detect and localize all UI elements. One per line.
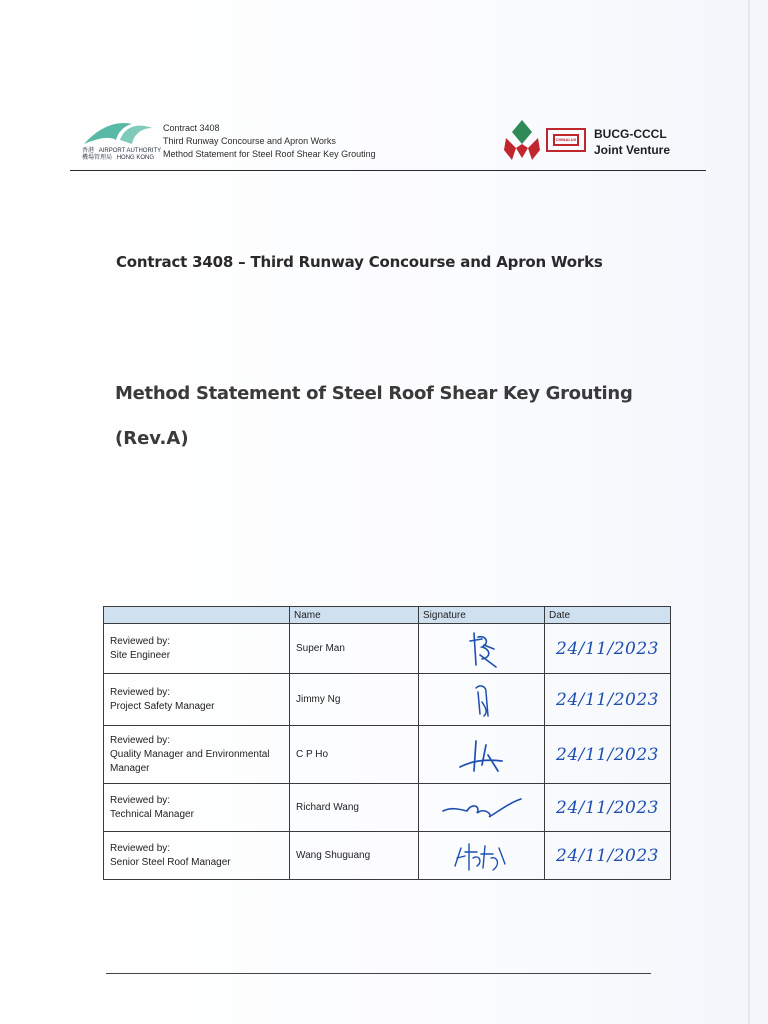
cccl-logo-icon: CHINALUX (546, 128, 586, 152)
signature-image (447, 836, 517, 876)
table-row (104, 624, 671, 674)
date-cell (545, 726, 671, 784)
name-cell: Richard Wang (290, 784, 419, 832)
header-line: Third Runway Concourse and Apron Works (163, 136, 336, 146)
header-name: Name (290, 607, 419, 624)
date-cell (545, 674, 671, 726)
signature-cell (419, 674, 545, 726)
header-signature: Signature (419, 607, 545, 624)
name-cell: C P Ho (290, 726, 419, 784)
handwritten-date: 24/11/2023 (556, 638, 659, 659)
signature-cell (419, 624, 545, 674)
handwritten-date: 24/11/2023 (556, 689, 659, 710)
airport-authority-wordmark: 香港 AIRPORT AUTHORITY 機場管理局 HONG KONG (82, 148, 162, 161)
handwritten-date: 24/11/2023 (556, 845, 659, 866)
header-role (104, 607, 290, 624)
role-cell: Reviewed by: Senior Steel Roof Manager (104, 832, 290, 880)
role-cell: Reviewed by: Technical Manager (104, 784, 290, 832)
document-revision: (Rev.A) (115, 428, 189, 449)
signature-cell (419, 726, 545, 784)
bucg-logo-icon (502, 118, 542, 162)
page-edge (748, 0, 750, 1024)
header-line: Method Statement for Steel Roof Shear Key Grouting (163, 149, 376, 159)
date-cell (545, 832, 671, 880)
role-cell: Reviewed by: Project Safety Manager (104, 674, 290, 726)
header-date: Date (545, 607, 671, 624)
signature-cell (419, 832, 545, 880)
table-header-row (104, 607, 671, 624)
handwritten-date: 24/11/2023 (556, 744, 659, 765)
role-cell: Reviewed by: Site Engineer (104, 624, 290, 674)
role-cell: Reviewed by: Quality Manager and Environmental Manager (104, 726, 290, 784)
signature-cell (419, 784, 545, 832)
header-line: Contract 3408 (163, 123, 220, 133)
document-title: Method Statement of Steel Roof Shear Key Grouting (115, 383, 633, 404)
signature-image (462, 678, 502, 722)
header-contract-lines (163, 122, 376, 161)
table-row (104, 726, 671, 784)
date-cell (545, 624, 671, 674)
footer-divider (106, 973, 651, 974)
table-row (104, 674, 671, 726)
header-divider (70, 170, 706, 171)
table-row (104, 832, 671, 880)
name-cell: Wang Shuguang (290, 832, 419, 880)
name-cell: Jimmy Ng (290, 674, 419, 726)
handwritten-date: 24/11/2023 (556, 797, 659, 818)
signature-image (452, 731, 512, 779)
date-cell (545, 784, 671, 832)
contract-title: Contract 3408 – Third Runway Concourse and Apron Works (116, 253, 603, 271)
signature-image (437, 793, 527, 823)
name-cell: Super Man (290, 624, 419, 674)
joint-venture-name: BUCG-CCCL Joint Venture (594, 127, 671, 157)
document-header (70, 112, 706, 172)
review-signoff-table (103, 606, 671, 880)
table-row (104, 784, 671, 832)
signature-image (452, 627, 512, 671)
